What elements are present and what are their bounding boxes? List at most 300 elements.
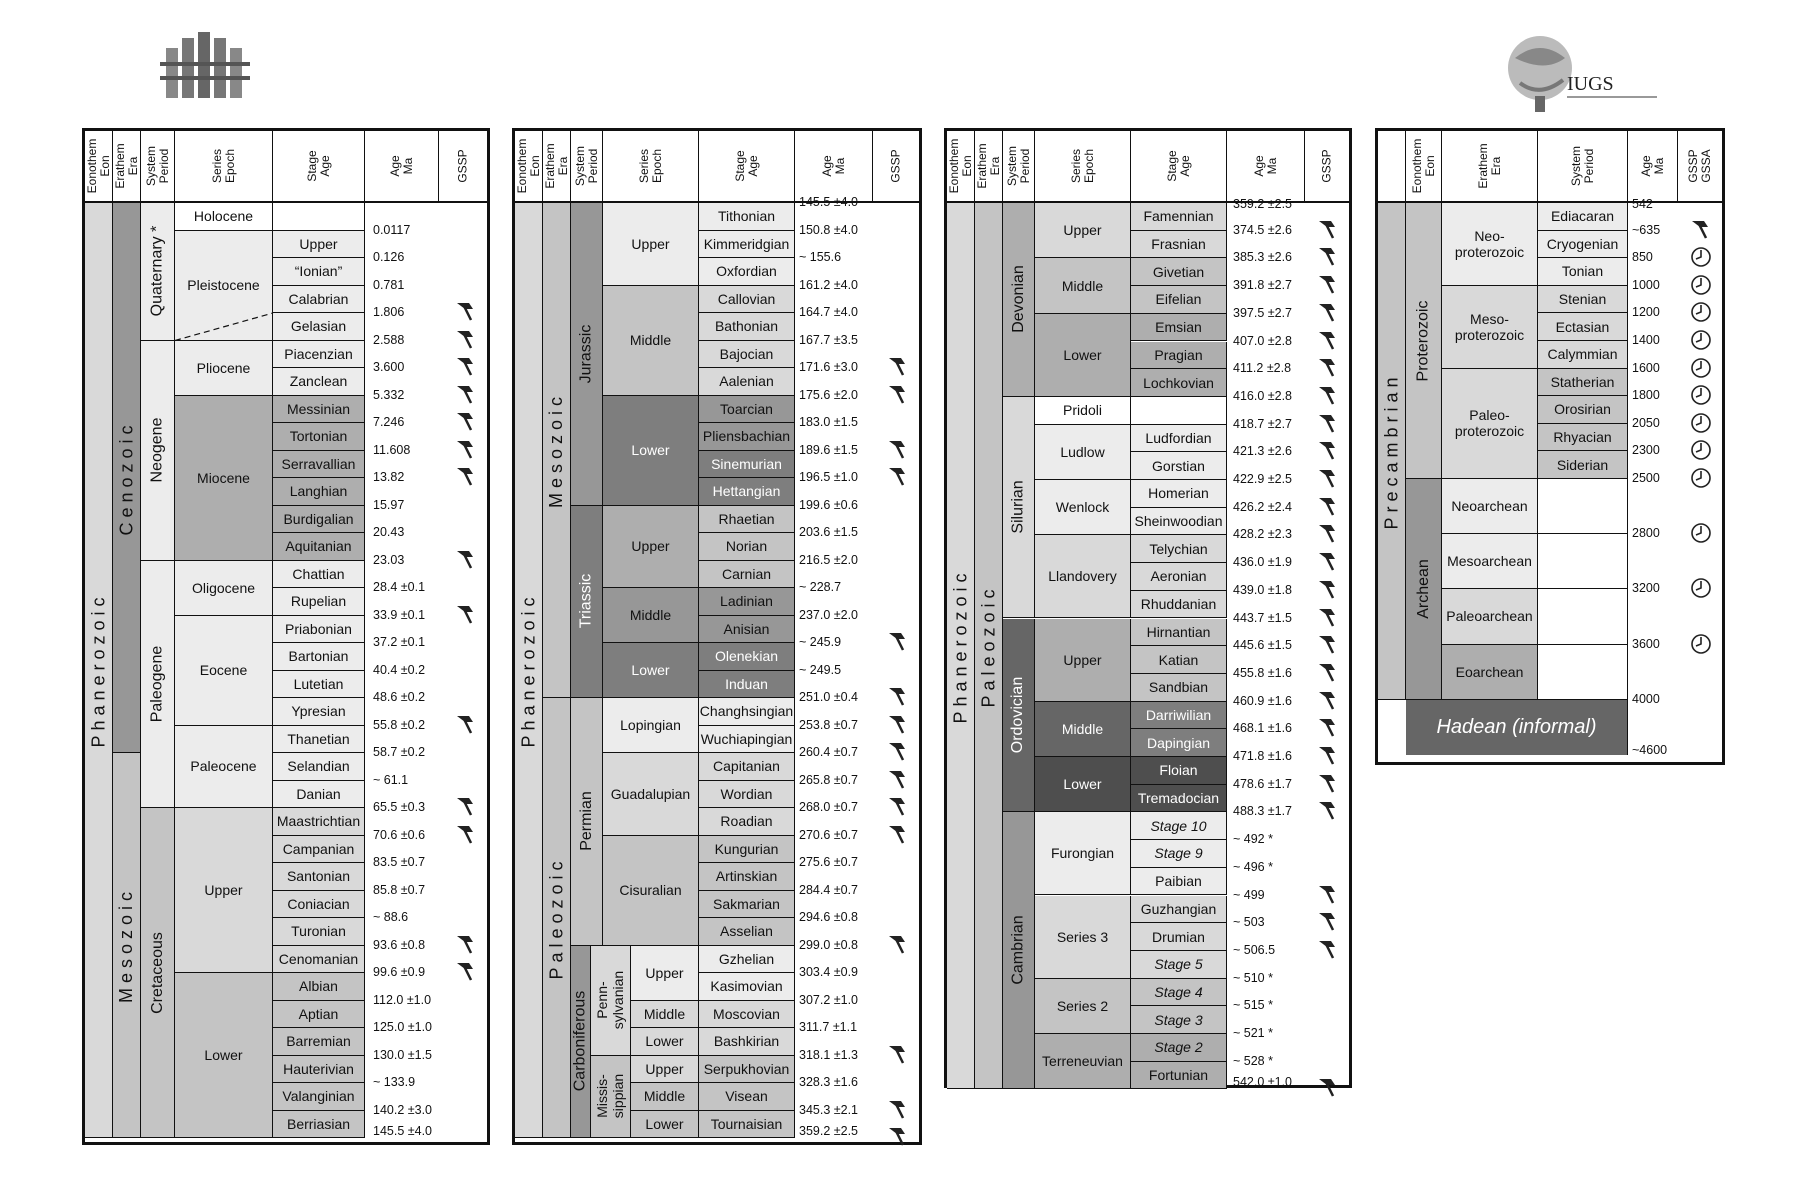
stage-cell bbox=[699, 561, 795, 589]
era-paleozoic-label: Paleozoic bbox=[978, 584, 999, 708]
column-header-series bbox=[1035, 131, 1131, 203]
age-boundary-label: ~ 155.6 bbox=[799, 250, 842, 264]
system-paleogene bbox=[141, 561, 175, 809]
series-cell-label: Lower bbox=[645, 1115, 684, 1132]
panel-precambrian bbox=[1375, 128, 1725, 765]
eon-precambrian-label: Precambrian bbox=[1381, 372, 1402, 530]
era-cell-label: Meso- proterozoic bbox=[1454, 310, 1525, 343]
gssp-golden-spike-icon bbox=[455, 795, 475, 817]
age-boundary-label: ~ 492 * bbox=[1233, 832, 1273, 847]
era-cell-label: Mesoarchean bbox=[1447, 553, 1532, 570]
series-cell bbox=[175, 973, 273, 1138]
subsystem-mississippian bbox=[591, 1056, 631, 1139]
series-cell bbox=[1035, 314, 1131, 397]
age-boundary-label: 55.8 ±0.2 bbox=[373, 717, 426, 732]
stage-cell bbox=[1131, 231, 1227, 259]
gssp-golden-spike-icon bbox=[455, 300, 475, 322]
era-cell bbox=[1442, 534, 1538, 589]
stage-cell bbox=[1131, 397, 1227, 425]
system-carboniferous-label: Carboniferous bbox=[571, 991, 589, 1092]
column-header-label: Stage Age bbox=[732, 150, 760, 182]
column-header-eonothem bbox=[85, 131, 113, 203]
stage-cell-label: Gelasian bbox=[290, 318, 347, 335]
stage-cell-label: Carnian bbox=[721, 565, 772, 582]
age-boundary-label: 0.781 bbox=[373, 277, 405, 292]
stage-cell-label: Valanginian bbox=[282, 1088, 355, 1105]
gssp-golden-spike-icon bbox=[455, 383, 475, 405]
eon-phanerozoic bbox=[515, 203, 543, 1138]
age-boundary-label: 397.5 ±2.7 bbox=[1233, 305, 1292, 320]
eon-phanerozoic-label: Phanerozoic bbox=[88, 592, 109, 748]
age-boundary-label: 275.6 ±0.7 bbox=[799, 855, 858, 869]
column-header-label: System Period bbox=[143, 145, 171, 187]
age-boundary-label: 203.6 ±1.5 bbox=[799, 525, 858, 539]
era-cell bbox=[1442, 369, 1538, 479]
system-cell-label: Ediacaran bbox=[1550, 208, 1615, 225]
era-paleozoic bbox=[975, 203, 1003, 1089]
stage-cell-label: Stage 10 bbox=[1150, 817, 1207, 834]
gssp-golden-spike-icon bbox=[455, 960, 475, 982]
series-cell bbox=[1035, 896, 1131, 979]
column-header-label: Eonothem Eon bbox=[946, 138, 974, 194]
eon-phanerozoic bbox=[947, 203, 975, 1089]
stage-cell-label: Bajocian bbox=[719, 345, 774, 362]
stage-cell-label: Ladinian bbox=[720, 593, 773, 610]
era-cell-label: Neo- proterozoic bbox=[1454, 227, 1525, 260]
age-boundary-label: ~ 528 * bbox=[1233, 1053, 1273, 1068]
age-boundary-label: 328.3 ±1.6 bbox=[799, 1075, 858, 1089]
series-cell bbox=[603, 286, 699, 396]
stage-cell bbox=[1131, 425, 1227, 453]
gssa-clock-icon bbox=[1690, 329, 1712, 351]
era-paleozoic-label: Paleozoic bbox=[546, 855, 567, 980]
stage-cell bbox=[273, 588, 365, 616]
series-cell-label: Series 2 bbox=[1056, 997, 1109, 1014]
gssp-golden-spike-icon bbox=[1317, 716, 1337, 738]
series-cell-label: Lower bbox=[1063, 346, 1102, 363]
age-boundary-label: 426.2 ±2.4 bbox=[1233, 499, 1292, 514]
stage-cell-label: Aquitanian bbox=[285, 538, 352, 555]
system-cell bbox=[1538, 369, 1628, 397]
age-boundary-label: 418.7 ±2.7 bbox=[1233, 416, 1292, 431]
system-jurassic-label: Jurassic bbox=[577, 324, 595, 384]
series-cell-label: Pleistocene bbox=[187, 277, 260, 293]
gssp-golden-spike-icon bbox=[1317, 1076, 1337, 1098]
stage-cell bbox=[1131, 896, 1227, 924]
stage-cell-label: Rhaetian bbox=[718, 510, 775, 527]
series-cell bbox=[1035, 258, 1131, 313]
gssp-golden-spike-icon bbox=[455, 465, 475, 487]
gssp-golden-spike-icon bbox=[887, 933, 907, 955]
series-cell-label: Middle bbox=[629, 607, 672, 623]
age-boundary-label: 303.4 ±0.9 bbox=[799, 965, 858, 979]
age-boundary-label: 93.6 ±0.8 bbox=[373, 937, 426, 952]
age-boundary-label: 0.126 bbox=[373, 250, 405, 264]
series-cell-label: Lower bbox=[204, 1047, 243, 1063]
stage-cell-label: Barremian bbox=[286, 1033, 351, 1050]
eon-archean-label: Archean bbox=[1414, 559, 1432, 619]
system-cell bbox=[1538, 258, 1628, 286]
stage-cell bbox=[1131, 286, 1227, 314]
gssp-golden-spike-icon bbox=[887, 630, 907, 652]
age-boundary-label: 411.2 ±2.8 bbox=[1233, 361, 1292, 376]
series-cell bbox=[603, 203, 699, 286]
gssa-clock-icon bbox=[1690, 439, 1712, 461]
gssp-golden-spike-icon bbox=[887, 1043, 907, 1065]
column-header-label: Stage Age bbox=[1164, 150, 1192, 182]
series-cell bbox=[1035, 203, 1131, 258]
column-header-erathem bbox=[113, 131, 141, 203]
age-boundary-label: 20.43 bbox=[373, 525, 405, 539]
stage-cell bbox=[273, 1083, 365, 1111]
gssp-golden-spike-icon bbox=[887, 465, 907, 487]
series-cell bbox=[603, 753, 699, 836]
series-cell-label: Cisuralian bbox=[619, 882, 682, 898]
stage-cell bbox=[699, 588, 795, 616]
era-cenozoic-label: Cenozoic bbox=[116, 419, 137, 536]
stage-cell bbox=[1131, 951, 1227, 979]
column-header-age bbox=[1227, 131, 1305, 203]
quaternary-alt-boundary-line bbox=[175, 307, 375, 367]
series-cell bbox=[1035, 397, 1131, 425]
column-header-stage bbox=[273, 131, 365, 203]
stage-cell bbox=[699, 836, 795, 864]
stage-cell bbox=[273, 396, 365, 424]
gssa-clock-icon bbox=[1690, 412, 1712, 434]
stage-cell bbox=[273, 561, 365, 589]
stage-cell bbox=[699, 946, 795, 974]
age-boundary-label: ~ 515 * bbox=[1233, 998, 1273, 1013]
age-boundary-label: 311.7 ±1.1 bbox=[799, 1020, 858, 1034]
subsystem-pennsylvanian-label: Penn- sylvanian bbox=[594, 970, 627, 1030]
gssp-golden-spike-icon bbox=[1317, 744, 1337, 766]
stage-cell-label: Asselian bbox=[720, 923, 773, 940]
system-cell bbox=[1538, 424, 1628, 452]
stage-cell bbox=[1131, 314, 1227, 342]
column-header-label: Age Ma bbox=[1638, 155, 1666, 177]
column-header-label: Erathem Era bbox=[542, 143, 570, 189]
stage-cell bbox=[1131, 452, 1227, 480]
subsystem-pennsylvanian bbox=[591, 946, 631, 1056]
stage-cell-label: Stage 9 bbox=[1154, 845, 1203, 862]
gssp-golden-spike-icon bbox=[887, 685, 907, 707]
age-boundary-label: 268.0 ±0.7 bbox=[799, 800, 858, 814]
column-header-gssp-gssa bbox=[1678, 131, 1722, 203]
series-cell bbox=[603, 588, 699, 643]
gssa-clock-icon bbox=[1690, 522, 1712, 544]
stage-cell bbox=[699, 671, 795, 699]
hadean-label: Hadean (informal) bbox=[1406, 700, 1628, 755]
stage-cell bbox=[1131, 646, 1227, 674]
gssp-golden-spike-icon bbox=[1317, 578, 1337, 600]
gssp-golden-spike-icon bbox=[1317, 689, 1337, 711]
stage-cell bbox=[1131, 258, 1227, 286]
age-boundary-label: 2500 bbox=[1632, 471, 1660, 485]
gssp-golden-spike-icon bbox=[887, 438, 907, 460]
stage-cell bbox=[699, 258, 795, 286]
stage-cell-label: Homerian bbox=[1148, 485, 1209, 502]
column-header-label: GSSP bbox=[1319, 149, 1334, 183]
system-paleogene-label: Paleogene bbox=[148, 645, 166, 723]
system-permian-label: Permian bbox=[577, 791, 595, 852]
ics-logo-icon bbox=[160, 28, 250, 120]
series-cell bbox=[1035, 812, 1131, 895]
stage-cell bbox=[273, 423, 365, 451]
column-header-label: System Period bbox=[1568, 145, 1596, 187]
age-boundary-label: ~ 510 * bbox=[1233, 970, 1273, 985]
series-cell-label: Upper bbox=[645, 964, 684, 981]
gssp-golden-spike-icon bbox=[455, 328, 475, 350]
stage-cell-label: Oxfordian bbox=[716, 263, 777, 280]
stage-cell-label: Fortunian bbox=[1148, 1067, 1209, 1084]
stage-cell bbox=[1131, 535, 1227, 563]
column-header-eonothem bbox=[1406, 131, 1442, 203]
age-boundary-label: 455.8 ±1.6 bbox=[1233, 665, 1292, 680]
stage-cell-label: Tremadocian bbox=[1137, 790, 1220, 807]
column-header-gssp bbox=[873, 131, 919, 203]
gssp-golden-spike-icon bbox=[1317, 467, 1337, 489]
stage-cell-label: Changhsingian bbox=[699, 703, 794, 720]
age-boundary-label: 58.7 ±0.2 bbox=[373, 745, 426, 759]
column-header-system bbox=[1538, 131, 1628, 203]
stage-cell-label: Serravallian bbox=[281, 455, 356, 472]
age-boundary-label: 253.8 ±0.7 bbox=[799, 717, 858, 732]
series-cell bbox=[1035, 979, 1131, 1034]
age-boundary-label: 40.4 ±0.2 bbox=[373, 662, 426, 677]
stage-cell bbox=[699, 423, 795, 451]
series-cell bbox=[631, 1083, 699, 1111]
stage-cell bbox=[699, 863, 795, 891]
blank-cell bbox=[1538, 534, 1628, 589]
age-boundary-label: 345.3 ±2.1 bbox=[799, 1102, 858, 1117]
stage-cell bbox=[699, 1028, 795, 1056]
stage-cell-label: Campanian bbox=[282, 840, 355, 857]
stage-cell bbox=[699, 781, 795, 809]
system-cell-label: Rhyacian bbox=[1553, 429, 1612, 446]
column-header-erathem bbox=[975, 131, 1003, 203]
stage-cell-label: Darriwilian bbox=[1145, 706, 1212, 723]
stage-cell bbox=[699, 616, 795, 644]
age-boundary-label: 164.7 ±4.0 bbox=[799, 305, 858, 319]
system-cell bbox=[1538, 203, 1628, 231]
series-cell bbox=[631, 946, 699, 1001]
series-cell-label: Paleocene bbox=[190, 758, 257, 775]
age-boundary-label: 2800 bbox=[1632, 526, 1660, 541]
column-header-erathem bbox=[543, 131, 571, 203]
stage-cell-label: Tournaisian bbox=[710, 1115, 783, 1132]
stage-cell-label: Givetian bbox=[1152, 263, 1205, 280]
system-cell-label: Calymmian bbox=[1547, 346, 1618, 363]
age-boundary-label: 3200 bbox=[1632, 581, 1660, 596]
stage-cell-label: Ypresian bbox=[291, 703, 346, 720]
system-jurassic bbox=[571, 203, 603, 506]
stage-cell bbox=[1131, 868, 1227, 896]
age-boundary-label: 1800 bbox=[1632, 388, 1660, 403]
stage-cell bbox=[699, 396, 795, 424]
gssp-golden-spike-icon bbox=[455, 410, 475, 432]
age-boundary-label: 850 bbox=[1632, 250, 1653, 265]
gssa-clock-icon bbox=[1690, 577, 1712, 599]
age-boundary-label: 445.6 ±1.5 bbox=[1233, 638, 1292, 653]
age-boundary-label: 443.7 ±1.5 bbox=[1233, 610, 1292, 625]
age-boundary-label: 1400 bbox=[1632, 333, 1660, 347]
age-boundary-label: 7.246 bbox=[373, 415, 405, 429]
stage-cell bbox=[273, 1028, 365, 1056]
era-mesozoic-label: Mesozoic bbox=[546, 391, 567, 509]
stage-cell-label: Lochkovian bbox=[1143, 374, 1214, 391]
series-cell-label: Middle bbox=[643, 1005, 686, 1022]
gssp-golden-spike-icon bbox=[887, 355, 907, 377]
gssp-golden-spike-icon bbox=[887, 740, 907, 762]
age-boundary-label: ~ 503 bbox=[1233, 915, 1265, 930]
stage-cell bbox=[273, 368, 365, 396]
stage-cell-label: Santonian bbox=[286, 868, 351, 885]
series-cell-label: Eocene bbox=[199, 662, 248, 678]
gssp-golden-spike-icon bbox=[1317, 883, 1337, 905]
stage-cell bbox=[699, 478, 795, 506]
stage-cell-label: Tortonian bbox=[289, 428, 348, 445]
age-boundary-label: 265.8 ±0.7 bbox=[799, 772, 858, 787]
age-boundary-label: 145.5 ±4.0 bbox=[799, 195, 858, 209]
series-cell-label: Ludlow bbox=[1060, 443, 1105, 460]
stage-cell bbox=[1131, 702, 1227, 730]
system-cell bbox=[1538, 231, 1628, 259]
age-boundary-label: 196.5 ±1.0 bbox=[799, 470, 858, 484]
stage-cell bbox=[699, 231, 795, 259]
stage-cell bbox=[1131, 1034, 1227, 1062]
series-cell bbox=[1035, 702, 1131, 757]
series-cell bbox=[631, 1111, 699, 1139]
gssp-golden-spike-icon bbox=[1317, 218, 1337, 240]
stage-cell-label: Bashkirian bbox=[713, 1033, 780, 1050]
series-cell-label: Upper bbox=[631, 538, 670, 555]
age-boundary-label: ~4600 bbox=[1632, 743, 1668, 757]
stage-cell-label: Coniacian bbox=[287, 895, 350, 912]
system-ordovician-label: Ordovician bbox=[1009, 676, 1027, 754]
series-cell bbox=[175, 808, 273, 973]
gssp-golden-spike-icon bbox=[1317, 245, 1337, 267]
age-boundary-label: ~ 521 * bbox=[1233, 1026, 1273, 1040]
age-boundary-label: 5.332 bbox=[373, 387, 405, 402]
age-boundary-label: 374.5 ±2.6 bbox=[1233, 222, 1292, 237]
stage-cell-label: Sinemurian bbox=[711, 455, 782, 472]
stage-cell-label: Visean bbox=[725, 1088, 768, 1105]
stage-cell-label: Aalenian bbox=[719, 373, 774, 390]
age-boundary-label: 542.0 ±1.0 bbox=[1233, 1075, 1292, 1090]
eon-phanerozoic-label: Phanerozoic bbox=[518, 592, 539, 748]
stage-cell bbox=[273, 533, 365, 561]
stage-cell bbox=[273, 1111, 365, 1139]
stage-cell-label: Wordian bbox=[720, 785, 773, 802]
series-cell bbox=[603, 396, 699, 506]
gssa-clock-icon bbox=[1690, 384, 1712, 406]
system-cretaceous bbox=[141, 808, 175, 1138]
series-cell-label: Lower bbox=[631, 662, 670, 678]
stage-cell bbox=[273, 231, 365, 259]
gssp-golden-spike-icon bbox=[455, 823, 475, 845]
gssa-clock-icon bbox=[1690, 246, 1712, 268]
series-cell bbox=[175, 616, 273, 726]
stage-cell bbox=[1131, 674, 1227, 702]
column-header-series bbox=[603, 131, 699, 203]
stage-cell bbox=[273, 671, 365, 699]
age-boundary-label: ~ 228.7 bbox=[799, 580, 842, 594]
age-boundary-label: 436.0 ±1.9 bbox=[1233, 555, 1292, 570]
series-cell-label: Lower bbox=[645, 1033, 684, 1050]
system-cell bbox=[1538, 313, 1628, 341]
age-boundary-label: 294.6 ±0.8 bbox=[799, 910, 858, 924]
age-boundary-label: 189.6 ±1.5 bbox=[799, 442, 858, 457]
stage-cell-label: Priabonian bbox=[285, 620, 352, 637]
stage-cell bbox=[1131, 979, 1227, 1007]
age-boundary-label: 471.8 ±1.6 bbox=[1233, 749, 1292, 763]
series-cell bbox=[175, 561, 273, 616]
gssa-clock-icon bbox=[1690, 301, 1712, 323]
stage-cell bbox=[699, 1083, 795, 1111]
era-cenozoic bbox=[113, 203, 141, 753]
stage-cell-label: Pragian bbox=[1154, 346, 1203, 363]
age-boundary-label: 150.8 ±4.0 bbox=[799, 222, 858, 237]
stage-cell-label: Sheinwoodian bbox=[1134, 513, 1223, 530]
stage-cell-label: Thanetian bbox=[287, 730, 350, 747]
eon-phanerozoic bbox=[85, 203, 113, 1138]
stage-cell-label: Dapingian bbox=[1146, 734, 1211, 751]
stage-cell-label: “Ionian” bbox=[294, 263, 343, 280]
stage-cell-label: Floian bbox=[1159, 762, 1198, 779]
age-boundary-label: 70.6 ±0.6 bbox=[373, 827, 426, 842]
age-boundary-label: ~ 133.9 bbox=[373, 1075, 416, 1089]
era-mesozoic bbox=[543, 203, 571, 698]
column-header-age bbox=[1628, 131, 1678, 203]
stage-cell bbox=[273, 643, 365, 671]
stage-cell bbox=[273, 808, 365, 836]
series-cell-label: Llandovery bbox=[1048, 568, 1117, 585]
stage-cell-label: Sakmarian bbox=[713, 895, 780, 912]
age-boundary-label: 65.5 ±0.3 bbox=[373, 800, 426, 814]
system-cell-label: Orosirian bbox=[1554, 401, 1611, 418]
series-cell-label: Upper bbox=[1063, 651, 1102, 668]
stage-cell bbox=[273, 616, 365, 644]
stage-cell bbox=[699, 368, 795, 396]
stage-cell bbox=[273, 973, 365, 1001]
stage-cell-label: Albian bbox=[299, 978, 338, 995]
stage-cell-label: Gzhelian bbox=[718, 950, 775, 967]
stage-cell bbox=[1131, 342, 1227, 370]
series-cell bbox=[175, 203, 273, 231]
stage-cell-label: Kungurian bbox=[714, 840, 779, 857]
column-header-label: GSSP bbox=[455, 149, 470, 183]
age-boundary-label: 468.1 ±1.6 bbox=[1233, 721, 1292, 736]
series-cell-label: Lopingian bbox=[620, 717, 681, 733]
column-header-label: System Period bbox=[572, 145, 600, 187]
column-header-age bbox=[365, 131, 439, 203]
gssp-golden-spike-icon bbox=[1317, 384, 1337, 406]
series-cell-label: Middle bbox=[1061, 720, 1104, 737]
age-boundary-label: ~ 88.6 bbox=[373, 910, 409, 924]
era-cell bbox=[1442, 645, 1538, 700]
stage-cell-label: Bathonian bbox=[714, 318, 779, 335]
gssp-golden-spike-icon bbox=[1317, 606, 1337, 628]
stage-cell bbox=[1131, 729, 1227, 757]
stage-cell-label: Gorstian bbox=[1152, 457, 1205, 474]
gssp-golden-spike-icon bbox=[455, 438, 475, 460]
gssp-golden-spike-icon bbox=[455, 548, 475, 570]
stage-cell-label: Langhian bbox=[289, 483, 348, 500]
column-header-age bbox=[795, 131, 873, 203]
age-boundary-label: ~ 61.1 bbox=[373, 772, 409, 787]
system-devonian bbox=[1003, 203, 1035, 397]
series-cell bbox=[175, 396, 273, 561]
